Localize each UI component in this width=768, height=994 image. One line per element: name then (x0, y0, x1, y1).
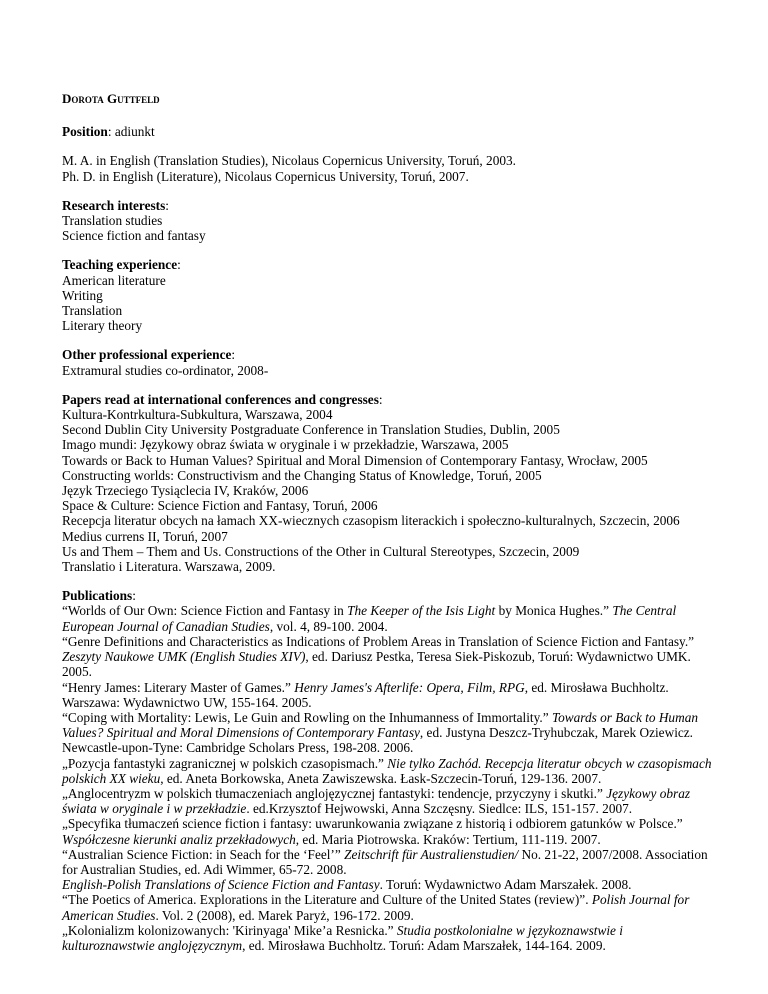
paper-item: Recepcja literatur obcych na łamach XX-wiecznych czasopism literackich i społeczno-kulturalnych, Szczecin, 2006 (62, 513, 680, 529)
teaching-heading: Teaching experience (62, 257, 178, 273)
degrees-section (62, 153, 712, 183)
publication-item: “The Poetics of America. Explorations in the Literature and Culture of the United States (review)”. Polish Journal for American Studies. Vol. 2 (2008), ed. Marek Paryż, 196-172. 2009. (62, 892, 690, 923)
other-experience-section: Other professional experience: Extramural studies co-ordinator, 2008- (62, 347, 712, 377)
paper-item: Us and Them – Them and Us. Constructions of the Other in Cultural Stereotypes, Szczecin, 2009 (62, 543, 580, 559)
publication-item: „Pozycja fantastyki zagranicznej w polskich czasopismach.” Nie tylko Zachód. Recepcja literatur obcych w czasopismach polskich XX wieku, ed. Aneta Borkowska, Aneta Zawiszewska. Łask-Szczecin-Toruń, 129-136. 2007. (62, 755, 712, 786)
research-heading: Research interests (62, 197, 166, 213)
paper-item: Space & Culture: Science Fiction and Fantasy, Toruń, 2006 (62, 498, 378, 514)
publications-list (62, 603, 712, 953)
teaching-item: American literature (62, 272, 166, 288)
author-name: Dorota Guttfeld (62, 91, 160, 106)
research-item: Translation studies (62, 213, 163, 229)
research-item: Science fiction and fantasy (62, 228, 206, 244)
degree-item: M. A. in English (Translation Studies), Nicolaus Copernicus University, Toruń, 2003. (62, 153, 516, 169)
other-heading: Other professional experience (62, 347, 232, 363)
position-value: : adiunkt (107, 124, 155, 140)
paper-item: Second Dublin City University Postgraduate Conference in Translation Studies, Dublin, 2005 (62, 422, 560, 438)
publication-item: English-Polish Translations of Science Fiction and Fantasy. Toruń: Wydawnictwo Adam Marszałek. 2008. (62, 877, 632, 893)
paper-item: Imago mundi: Językowy obraz świata w oryginale i w przekładzie, Warszawa, 2005 (62, 437, 509, 453)
papers-heading: Papers read at international conferences and congresses (62, 391, 379, 407)
teaching-item: Translation (62, 303, 123, 319)
publications-section: Publications: “Worlds of Our Own: Science Fiction and Fantasy in The Keeper of the Isis Light by Monica Hughes.” The Central European Journal of Canadian Studies, vol. 4, 89-100. 2004. “Genre Definitions and Characteristics as Indications of Problem Areas in Translation of Science Fiction and Fantasy.” Zeszyty Naukowe UMK (English Studies XIV), ed. Dariusz Pestka, Teresa Siek-Piskozub, Toruń: Wydawnictwo UMK. 2005. “Henry James: Literary Master of Games.” Henry James's Afterlife: Opera, Film, RPG, ed. Mirosława Buchholtz. Warszawa: Wydawnictwo UW, 155-164. 2005. “Coping with Mortality: Lewis, Le Guin and Rowling on the Inhumanness of Immortality.” Towards or Back to Human Values? Spiritual and Moral Dimensions of Contemporary Fantasy, ed. Justyna Deszcz-Tryhubczak, Marek Oziewicz. Newcastle-upon-Tyne: Cambridge Scholars Press, 198-208. 2006. „Pozycja fantastyki zagranicznej w polskich czasopismach.” Nie tylko Zachód. Recepcja literatur obcych w czasopismach polskich XX wieku, ed. Aneta Borkowska, Aneta Zawiszewska. Łask-Szczecin-Toruń, 129-136. 2007. „Anglocentryzm w polskich tłumaczeniach anglojęzycznej fantastyki: tendencje, przyczyny i skutki.” Językowy obraz świata w oryginale i w przekładzie. ed.Krzysztof Hejwowski, Anna Szczęsny. Siedlce: ILS, 151-157. 2007. „Specyfika tłumaczeń science fiction i fantasy: uwarunkowania związane z historią i odbiorem gatunków w Polsce.” Współczesne kierunki analiz przekładowych, ed. Maria Piotrowska. Kraków: Tertium, 111-119. 2007. “Australian Science Fiction: in Seach for the ‘Feel’” Zeitschrift für Australienstudien/ No. 21-22, 2007/2008. Association for Australian Studies, ed. Adi Wimmer, 65-72. 2008. English-Polish Translations of Science Fiction and Fantasy. Toruń: Wydawnictwo Adam Marszałek. 2008. “The Poetics of America. Explorations in the Literature and Culture of the United States (review)”. Polish Journal for American Studies. Vol. 2 (2008), ed. Marek Paryż, 196-172. 2009. „Kolonializm kolonizowanych: 'Kirinyaga' Mike’a Resnicka.” Studia postkolonialne w językoznawstwie i kulturoznawstwie anglojęzycznym, ed. Mirosława Buchholtz. Toruń: Adam Marszałek, 144-164. 2009. (62, 588, 712, 953)
paper-item: Język Trzeciego Tysiąclecia IV, Kraków, 2006 (62, 483, 309, 499)
paper-item: Constructing worlds: Constructivism and the Changing Status of Knowledge, Toruń, 2005 (62, 467, 542, 483)
papers-section: Papers read at international conferences and congresses: Kultura-Kontrkultura-Subkultura, Warszawa, 2004 Second Dublin City University Postgraduate Conference in Translation Studies, Dublin, 2005 Imago mundi: Językowy obraz świata w oryginale i w przekładzie, Warszawa, 2005 Towards or Back to Human Values? Spiritual and Moral Dimension of Contemporary Fantasy, Wrocław, 2005 Constructing worlds: Constructivism and the Changing Status of Knowledge, Toruń, 2005 Język Trzeciego Tysiąclecia IV, Kraków, 2006 Space & Culture: Science Fiction and Fantasy, Toruń, 2006 Recepcja literatur obcych na łamach XX-wiecznych czasopism literackich i społeczno-kulturalnych, Szczecin, 2006 Medius currens II, Toruń, 2007 Us and Them – Them and Us. Constructions of the Other in Cultural Stereotypes, Szczecin, 2009 Translatio i Literatura. Warszawa, 2009. (62, 392, 712, 574)
publication-item: “Henry James: Literary Master of Games.” Henry James's Afterlife: Opera, Film, RPG, ed. Mirosława Buchholtz. Warszawa: Wydawnictwo UW, 155-164. 2005. (62, 679, 669, 710)
cv-content (62, 91, 712, 967)
paper-item: Translatio i Literatura. Warszawa, 2009. (62, 559, 276, 575)
publication-item: „Anglocentryzm w polskich tłumaczeniach anglojęzycznej fantastyki: tendencje, przyczyny i skutki.” Językowy obraz świata w oryginale i w przekładzie. ed.Krzysztof Hejwowski, Anna Szczęsny. Siedlce: ILS, 151-157. 2007. (62, 785, 691, 817)
teaching-section: Teaching experience: American literature Writing Translation Literary theory (62, 257, 712, 333)
position-label: Position (62, 124, 108, 140)
publication-item: „Specyfika tłumaczeń science fiction i fantasy: uwarunkowania związane z historią i odbiorem gatunków w Polsce.” Współczesne kierunki analiz przekładowych, ed. Maria Piotrowska. Kraków: Tertium, 111-119. 2007. (62, 816, 683, 847)
teaching-item: Literary theory (62, 318, 143, 334)
publication-item: “Coping with Mortality: Lewis, Le Guin and Rowling on the Inhumanness of Immortality.” Towards or Back to Human Values? Spiritual and Moral Dimensions of Contemporary Fantasy, ed. Justyna Deszcz-Tryhubczak, Marek Oziewicz. Newcastle-upon-Tyne: Cambridge Scholars Press, 198-208. 2006. (62, 709, 698, 756)
paper-item: Medius currens II, Toruń, 2007 (62, 528, 228, 544)
publication-item: “Australian Science Fiction: in Seach for the ‘Feel’” Zeitschrift für Australienstudien/ No. 21-22, 2007/2008. Association for Australian Studies, ed. Adi Wimmer, 65-72. 2008. (62, 846, 708, 877)
paper-item: Towards or Back to Human Values? Spiritual and Moral Dimension of Contemporary Fantasy, Wrocław, 2005 (62, 452, 648, 468)
publication-item: “Worlds of Our Own: Science Fiction and Fantasy in The Keeper of the Isis Light by Monica Hughes.” The Central European Journal of Canadian Studies, vol. 4, 89-100. 2004. (62, 603, 677, 634)
paper-item: Kultura-Kontrkultura-Subkultura, Warszawa, 2004 (62, 407, 333, 423)
publication-item: “Genre Definitions and Characteristics as Indications of Problem Areas in Translation of Science Fiction and Fantasy.” Zeszyty Naukowe UMK (English Studies XIV), ed. Dariusz Pestka, Teresa Siek-Piskozub, Toruń: Wydawnictwo UMK. 2005. (62, 633, 695, 680)
research-section: Research interests: Translation studies Science fiction and fantasy (62, 198, 712, 244)
degree-item: Ph. D. in English (Literature), Nicolaus Copernicus University, Toruń, 2007. (62, 168, 469, 184)
teaching-item: Writing (62, 287, 103, 303)
position-section (62, 124, 712, 139)
publication-item: „Kolonializm kolonizowanych: 'Kirinyaga' Mike’a Resnicka.” Studia postkolonialne w językoznawstwie i kulturoznawstwie anglojęzycznym, ed. Mirosława Buchholtz. Toruń: Adam Marszałek, 144-164. 2009. (62, 922, 623, 953)
publications-heading: Publications (62, 588, 133, 604)
other-item: Extramural studies co-ordinator, 2008- (62, 362, 269, 378)
